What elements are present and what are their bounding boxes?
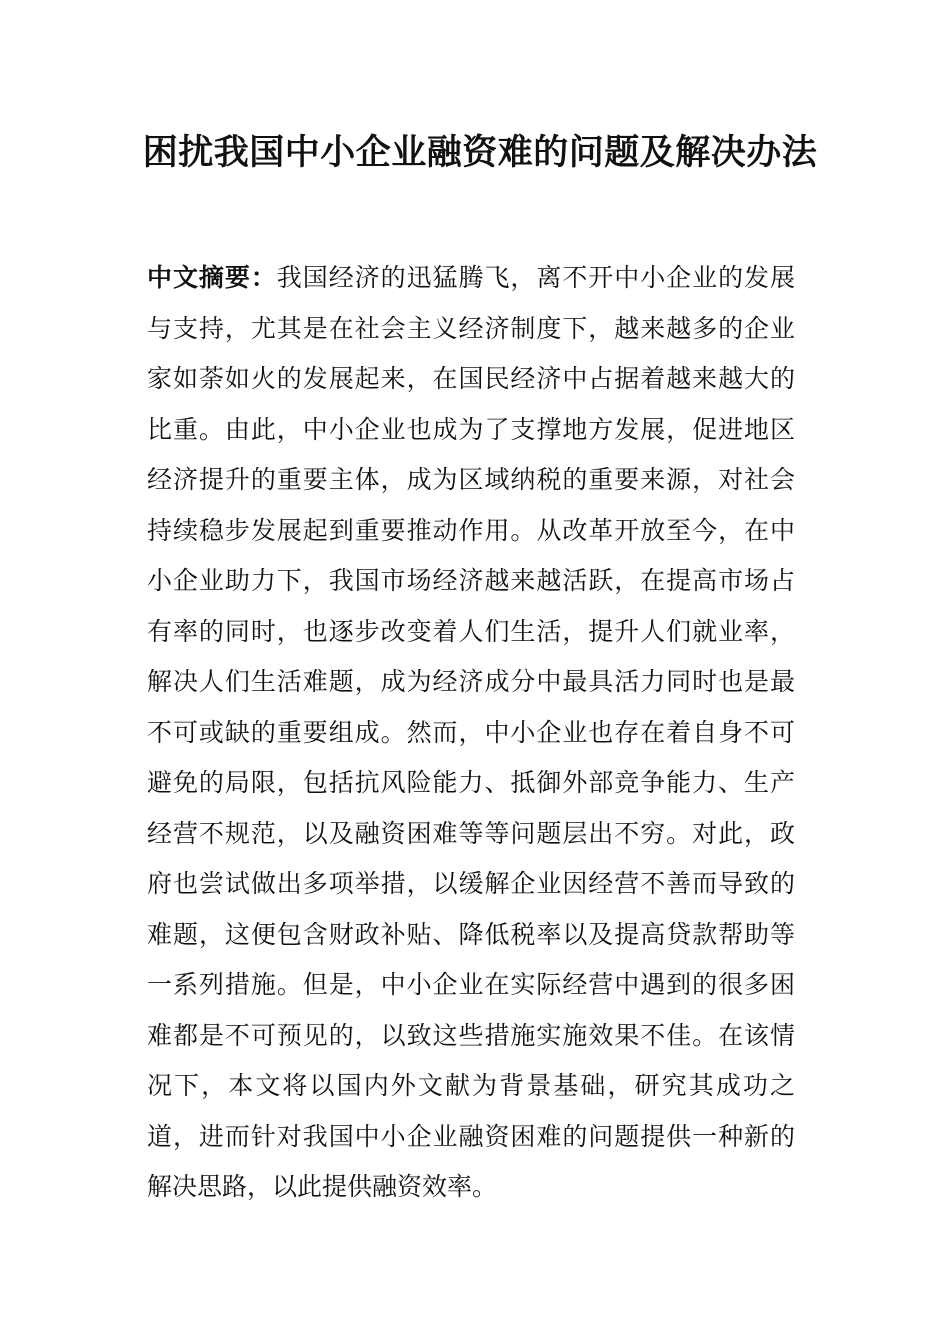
- abstract-label: 中文摘要：: [147, 263, 277, 292]
- abstract-text: 我国经济的迅猛腾飞，离不开中小企业的发展与支持，尤其是在社会主义经济制度下，越来越多的企业家如荼如火的发展起来，在国民经济中占据着越来越大的比重。由此，中小企业也成为了支撑地方发展，促进地区经济提升的重要主体，成为区域纳税的重要来源，对社会持续稳步发展起到重要推动作用。从改革开放至今，在中小企业助力下，我国市场经济越来越活跃，在提高市场占有率的同时，也逐步改变着人们生活，提升人们就业率，解决人们生活难题，成为经济成分中最具活力同时也是最不可或缺的重要组成。然而，中小企业也存在着自身不可避免的局限，包括抗风险能力、抵御外部竞争能力、生产经营不规范，以及融资困难等等问题层出不穷。对此，政府也尝试做出多项举措，以缓解企业因经营不善而导致的难题，这便包含财政补贴、降低税率以及提高贷款帮助等一系列措施。但是，中小企业在实际经营中遇到的很多困难都是不可预见的，以致这些措施实施效果不佳。在该情况下，本文将以国内外文献为背景基础，研究其成功之道，进而针对我国中小企业融资困难的问题提供一种新的解决思路，以此提供融资效率。: [147, 263, 795, 1201]
- document-title: 困扰我国中小企业融资难的问题及解决办法: [142, 132, 818, 173]
- abstract-paragraph: [147, 253, 795, 1213]
